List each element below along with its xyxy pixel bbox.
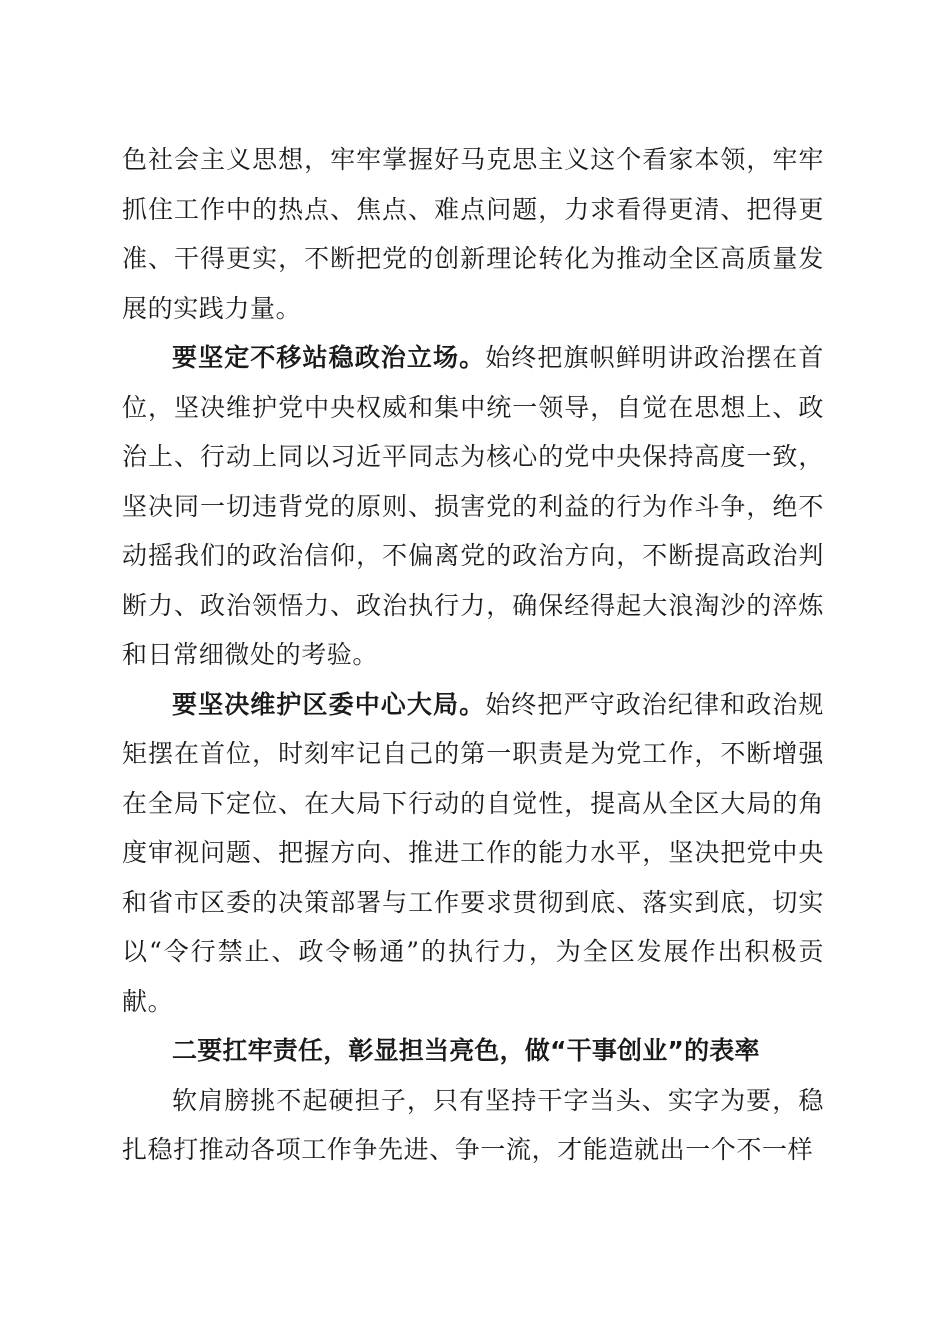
paragraph-3 [122, 680, 824, 1027]
paragraph-2-body: 始终把旗帜鲜明讲政治摆在首位，坚决维护党中央权威和集中统一领导，自觉在思想上、政治上、行动上同以习近平同志为核心的党中央保持高度一致，坚决同一切违背党的原则、损害党的利益的行为作斗争，绝不动摇我们的政治信仰，不偏离党的政治方向，不断提高政治判断力、政治领悟力、政治执行力，确保经得起大浪淘沙的淬炼和日常细微处的考验。 [122, 343, 824, 669]
paragraph-2 [122, 333, 824, 680]
text-body [122, 135, 824, 1175]
paragraph-1: 色社会主义思想，牢牢掌握好马克思主义这个看家本领，牢牢抓住工作中的热点、焦点、难点问题，力求看得更清、把得更准、干得更实，不断把党的创新理论转化为推动全区高质量发展的实践力量。 [122, 145, 824, 323]
paragraph-2-lead: 要坚定不移站稳政治立场。 [172, 343, 486, 372]
paragraph-3-lead: 要坚决维护区委中心大局。 [172, 689, 486, 719]
paragraph-4: 软肩膀挑不起硬担子，只有坚持干字当头、实字为要，稳扎稳打推动各项工作争先进、争一流，才能造就出一个不一样 [122, 1085, 824, 1164]
section-heading: 二要扛牢责任，彰显担当亮色，做“干事创业”的表率 [172, 1036, 760, 1065]
paragraph-3-body: 始终把严守政治纪律和政治规矩摆在首位，时刻牢记自己的第一职责是为党工作，不断增强在全局下定位、在大局下行动的自觉性，提高从全区大局的角度审视问题、把握方向、推进工作的能力水平，坚决把党中央和省市区委的决策部署与工作要求贯彻到底、落实到底，切实以“令行禁止、政令畅通”的执行力，为全区发展作出积极贡献。 [122, 689, 824, 1016]
